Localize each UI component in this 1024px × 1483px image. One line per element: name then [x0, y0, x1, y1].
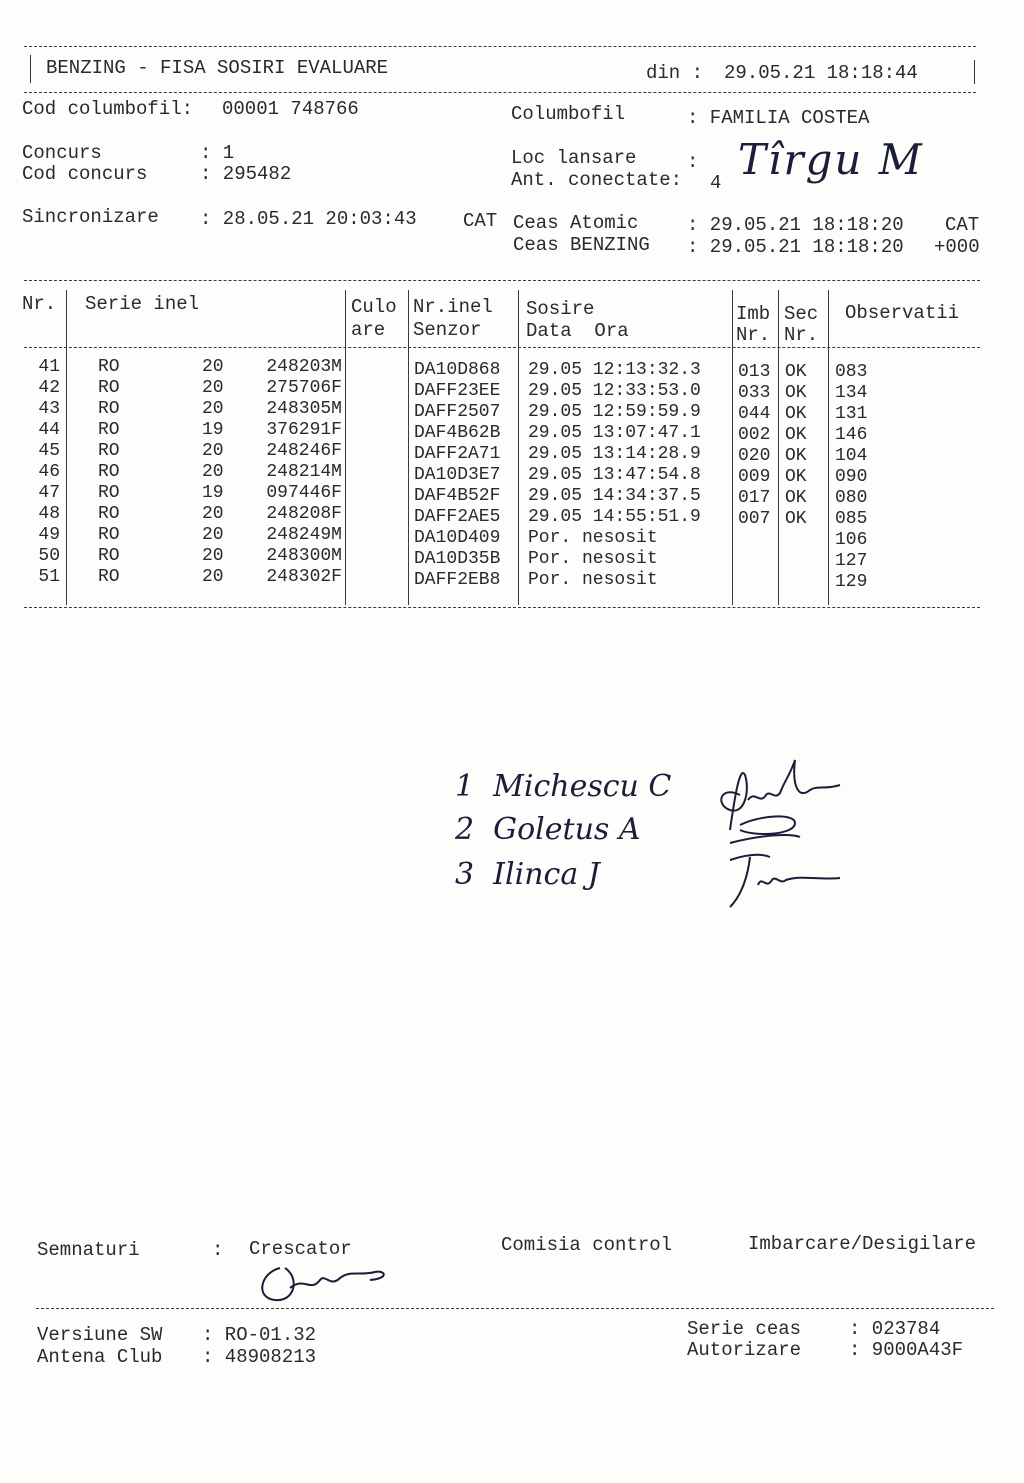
cell-observatii: 083: [835, 362, 868, 382]
ant-conectate-label: Ant. conectate:: [511, 169, 683, 191]
cell-imb: 002: [738, 425, 771, 445]
concurs-label: Concurs: [22, 142, 102, 164]
header-imb-nr: Nr.: [736, 324, 771, 346]
cell-sosire: Por. nesosit: [528, 570, 658, 590]
cell-imb: 017: [738, 488, 771, 508]
cell-an: 20: [202, 462, 224, 482]
print-date-value: 29.05.21 18:18:44: [724, 62, 918, 84]
sincronizare-label: Sincronizare: [22, 206, 159, 228]
cell-inel: 248208F: [266, 504, 342, 524]
cell-sec: OK: [785, 362, 807, 382]
sincronizare-value: : 28.05.21 20:03:43: [200, 208, 417, 230]
table-header-separator: [24, 347, 980, 348]
header-imb: Imb: [736, 303, 771, 325]
cell-nr: 49: [38, 525, 60, 545]
header-sosire: Sosire: [526, 298, 595, 320]
cell-imb: 033: [738, 383, 771, 403]
columbofil-value: : FAMILIA COSTEA: [687, 107, 870, 129]
cell-inel: 248305M: [266, 399, 342, 419]
cell-senzor: DAFF2AE5: [414, 507, 501, 527]
signature-2: [730, 816, 800, 843]
cell-tara: RO: [98, 441, 120, 461]
cell-sec: OK: [785, 488, 807, 508]
serie-ceas-label: Serie ceas: [687, 1318, 802, 1340]
cell-tara: RO: [98, 567, 120, 587]
cell-senzor: DA10D35B: [414, 549, 501, 569]
ceas-atomic-value: : 29.05.21 18:18:20: [687, 214, 904, 236]
cell-imb: 044: [738, 404, 771, 424]
cell-inel: 275706F: [266, 378, 342, 398]
col-sep-sec: [828, 290, 829, 605]
cell-tara: RO: [98, 357, 120, 377]
cell-inel: 248300M: [266, 546, 342, 566]
cell-sec: OK: [785, 446, 807, 466]
handwritten-name-2: 2 Goletus A: [455, 812, 641, 847]
crescator-label: Crescator: [249, 1238, 352, 1260]
header-culoare-2: are: [351, 319, 386, 341]
header-observatii: Observatii: [845, 302, 960, 324]
ceas-benzing-value: : 29.05.21 18:18:20: [687, 236, 904, 258]
cell-senzor: DAFF2507: [414, 402, 501, 422]
cell-senzor: DAF4B62B: [414, 423, 501, 443]
cell-sosire: 29.05 12:13:32.3: [528, 360, 701, 380]
cell-sosire: 29.05 13:14:28.9: [528, 444, 701, 464]
cell-inel: 376291F: [266, 420, 342, 440]
print-date-label: din :: [646, 62, 704, 84]
cell-tara: RO: [98, 483, 120, 503]
cell-an: 20: [202, 399, 224, 419]
antena-club-value: : 48908213: [202, 1346, 317, 1368]
header-right-border: [974, 60, 975, 84]
serie-ceas-value: : 023784: [849, 1318, 941, 1340]
semnaturi-colon: :: [212, 1239, 224, 1261]
loc-lansare-handwritten: Tîrgu M: [738, 135, 924, 184]
cell-sosire: 29.05 12:33:53.0: [528, 381, 701, 401]
table-bottom-border: [24, 607, 980, 608]
ceas-atomic-tz: CAT: [945, 214, 980, 236]
col-sep-imb: [778, 290, 779, 605]
cell-senzor: DAF4B52F: [414, 486, 501, 506]
semnaturi-label: Semnaturi: [37, 1239, 140, 1261]
cod-columbofil-value: 00001 748766: [222, 98, 359, 120]
cod-concurs-label: Cod concurs: [22, 163, 148, 185]
autorizare-value: : 9000A43F: [849, 1339, 964, 1361]
cell-observatii: 129: [835, 572, 868, 592]
cell-an: 20: [202, 504, 224, 524]
cell-sosire: 29.05 13:47:54.8: [528, 465, 701, 485]
cell-inel: 248246F: [266, 441, 342, 461]
cell-inel: 248203M: [266, 357, 342, 377]
ceas-benzing-tz: +000: [934, 236, 980, 258]
cell-sosire: Por. nesosit: [528, 528, 658, 548]
col-sep-culoare: [408, 290, 409, 605]
cell-tara: RO: [98, 420, 120, 440]
cell-imb: 013: [738, 362, 771, 382]
cell-nr: 43: [38, 399, 60, 419]
table-top-border: [24, 280, 980, 281]
cell-tara: RO: [98, 525, 120, 545]
header-left-border: [30, 55, 31, 83]
cell-imb: 020: [738, 446, 771, 466]
cell-nr: 45: [38, 441, 60, 461]
antena-club-label: Antena Club: [37, 1346, 163, 1368]
cell-observatii: 127: [835, 551, 868, 571]
ant-conectate-value: 4: [710, 172, 722, 194]
cell-an: 20: [202, 378, 224, 398]
cell-sosire: 29.05 13:07:47.1: [528, 423, 701, 443]
cell-senzor: DA10D868: [414, 360, 501, 380]
footer-separator: [36, 1308, 994, 1309]
columbofil-label: Columbofil: [511, 103, 626, 125]
cell-observatii: 080: [835, 488, 868, 508]
cell-senzor: DA10D3E7: [414, 465, 501, 485]
loc-lansare-colon: :: [687, 151, 699, 173]
header-data-ora: Data Ora: [526, 320, 629, 342]
handwritten-name-1: 1 Michescu C: [455, 769, 672, 804]
cell-tara: RO: [98, 504, 120, 524]
cell-nr: 46: [38, 462, 60, 482]
cell-senzor: DAFF2EB8: [414, 570, 501, 590]
cell-sec: OK: [785, 383, 807, 403]
cell-an: 20: [202, 567, 224, 587]
cell-sosire: Por. nesosit: [528, 549, 658, 569]
cell-an: 20: [202, 546, 224, 566]
cell-nr: 41: [38, 357, 60, 377]
header-nr-inel: Nr.inel: [413, 296, 493, 318]
header-sec-nr: Nr.: [784, 324, 819, 346]
cell-sosire: 29.05 14:55:51.9: [528, 507, 701, 527]
versiune-sw-label: Versiune SW: [37, 1324, 163, 1346]
cell-an: 20: [202, 357, 224, 377]
cell-senzor: DAFF2A71: [414, 444, 501, 464]
cell-an: 20: [202, 441, 224, 461]
cell-observatii: 090: [835, 467, 868, 487]
cod-concurs-value: : 295482: [200, 163, 292, 185]
handwritten-name-3: 3 Ilinca J: [455, 857, 600, 892]
cell-sec: OK: [785, 509, 807, 529]
cell-tara: RO: [98, 462, 120, 482]
cell-observatii: 085: [835, 509, 868, 529]
cell-nr: 50: [38, 546, 60, 566]
crescator-signature: [250, 1258, 400, 1308]
header-serie-inel: Serie inel: [85, 293, 200, 315]
ceas-atomic-label: Ceas Atomic: [513, 212, 639, 234]
cell-sosire: 29.05 12:59:59.9: [528, 402, 701, 422]
cell-nr: 48: [38, 504, 60, 524]
header-culoare-1: Culo: [351, 296, 397, 318]
cell-imb: 007: [738, 509, 771, 529]
cell-nr: 51: [38, 567, 60, 587]
cod-columbofil-label: Cod columbofil:: [22, 98, 194, 120]
cell-inel: 097446F: [266, 483, 342, 503]
cell-senzor: DA10D409: [414, 528, 501, 548]
header-bottom-border: [24, 92, 976, 93]
header-senzor: Senzor: [413, 319, 482, 341]
sincronizare-tz: CAT: [463, 210, 498, 232]
header-sec: Sec: [784, 303, 819, 325]
cell-tara: RO: [98, 378, 120, 398]
cell-inel: 248249M: [266, 525, 342, 545]
committee-signatures: [700, 735, 860, 915]
versiune-sw-value: : RO-01.32: [202, 1324, 317, 1346]
comisia-control-label: Comisia control: [501, 1234, 673, 1256]
cell-an: 20: [202, 525, 224, 545]
col-sep-nr: [66, 290, 67, 605]
cell-sec: OK: [785, 404, 807, 424]
cell-observatii: 106: [835, 530, 868, 550]
cell-senzor: DAFF23EE: [414, 381, 501, 401]
cell-tara: RO: [98, 399, 120, 419]
cell-observatii: 131: [835, 404, 868, 424]
imbarcare-label: Imbarcare/Desigilare: [748, 1233, 977, 1255]
autorizare-label: Autorizare: [687, 1339, 802, 1361]
cell-observatii: 104: [835, 446, 868, 466]
cell-nr: 47: [38, 483, 60, 503]
cell-observatii: 134: [835, 383, 868, 403]
cell-sosire: 29.05 14:34:37.5: [528, 486, 701, 506]
cell-nr: 42: [38, 378, 60, 398]
cell-observatii: 146: [835, 425, 868, 445]
ceas-benzing-label: Ceas BENZING: [513, 234, 650, 256]
cell-inel: 248302F: [266, 567, 342, 587]
cell-inel: 248214M: [266, 462, 342, 482]
cell-tara: RO: [98, 546, 120, 566]
loc-lansare-label: Loc lansare: [511, 147, 637, 169]
col-sep-sosire: [732, 290, 733, 605]
concurs-value: : 1: [200, 142, 235, 164]
col-sep-senzor: [518, 290, 519, 605]
cell-nr: 44: [38, 420, 60, 440]
cell-an: 19: [202, 483, 224, 503]
document-title: BENZING - FISA SOSIRI EVALUARE: [46, 57, 389, 79]
cell-sec: OK: [785, 467, 807, 487]
header-top-border: [24, 46, 976, 47]
signature-1: [721, 760, 840, 830]
col-sep-serie: [345, 290, 346, 605]
cell-sec: OK: [785, 425, 807, 445]
header-nr: Nr.: [22, 293, 57, 315]
cell-imb: 009: [738, 467, 771, 487]
cell-an: 19: [202, 420, 224, 440]
signature-3: [730, 855, 840, 907]
